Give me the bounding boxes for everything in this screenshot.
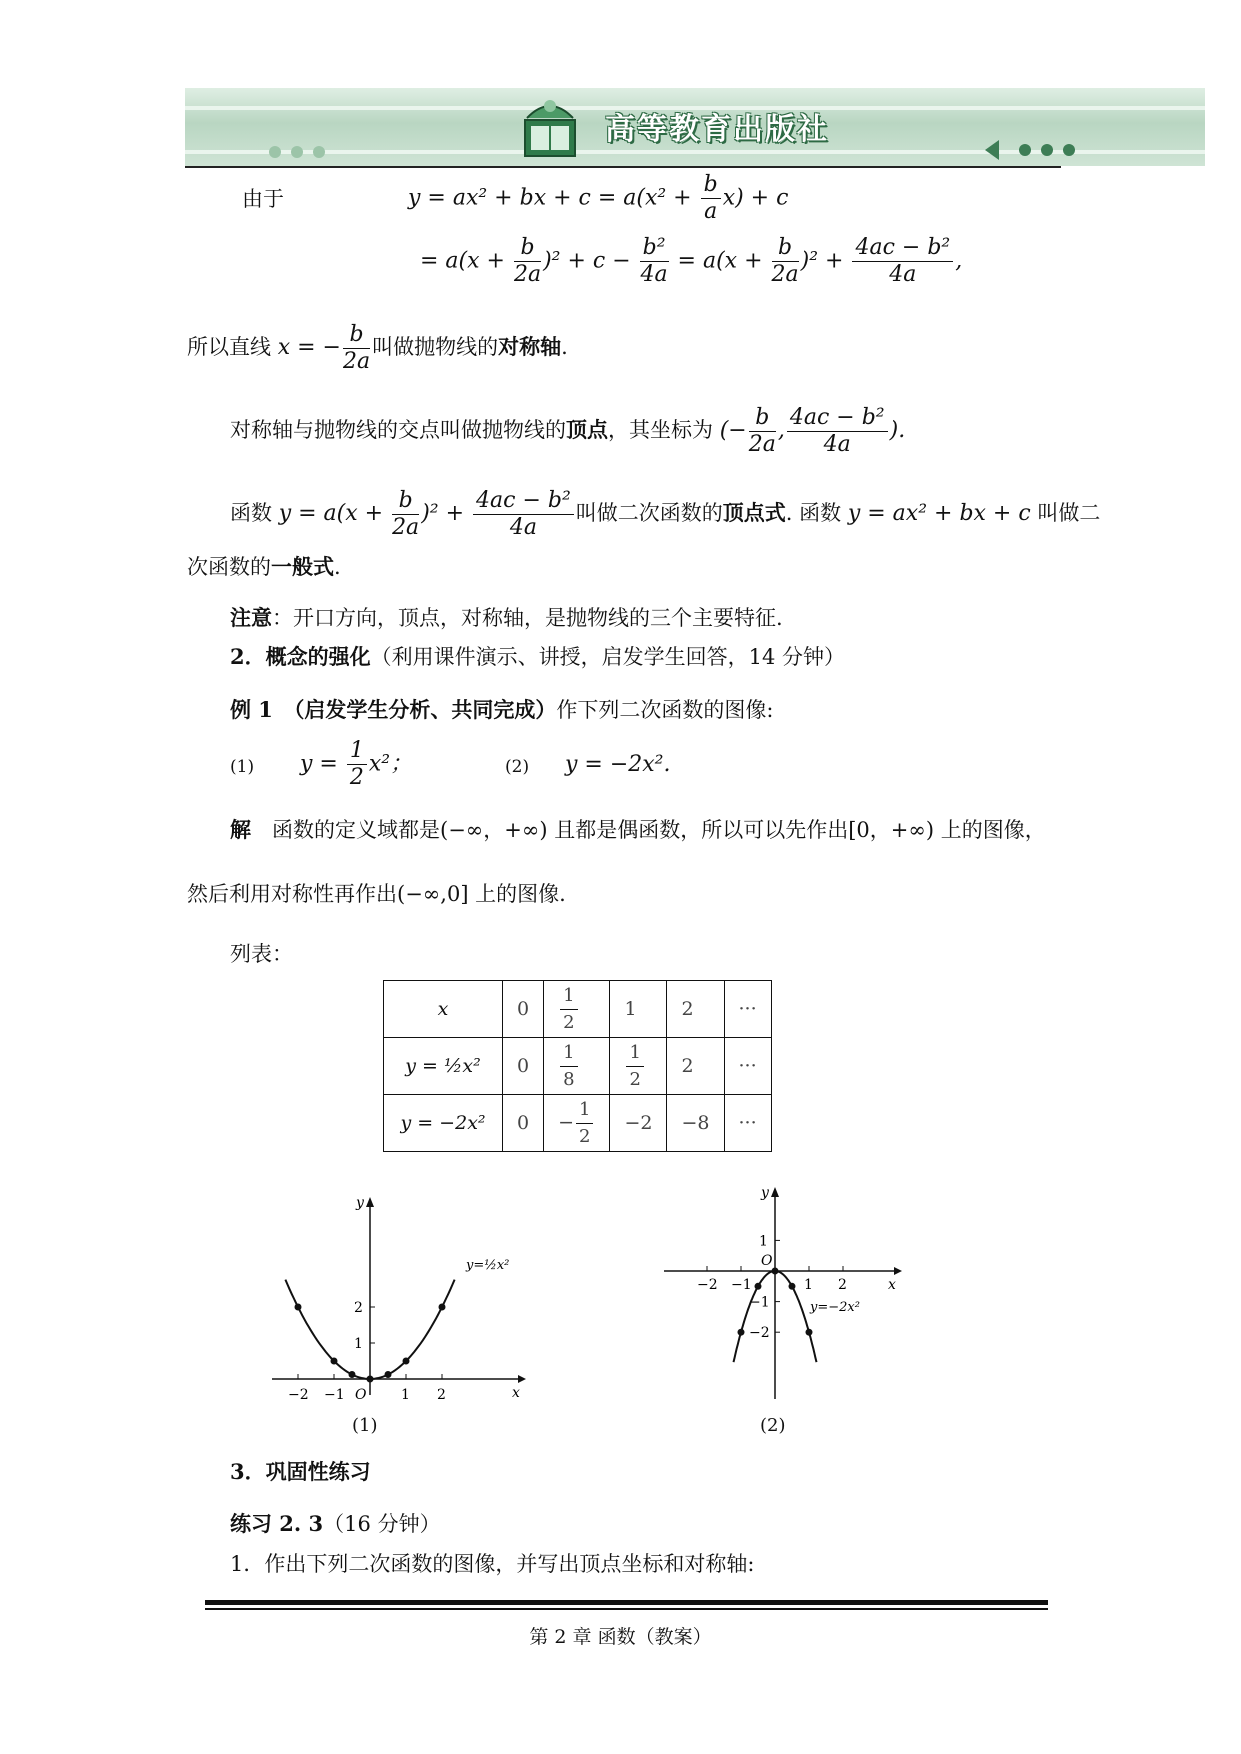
general-form-sentence: 次函数的一般式. <box>187 554 341 579</box>
x-tick-label: O <box>761 1253 773 1269</box>
data-point <box>295 1304 302 1311</box>
data-point <box>349 1371 356 1378</box>
cell: $\frac{1}{8}$ <box>544 1038 610 1095</box>
cell: 0 <box>503 981 544 1038</box>
row-head: y = −2x² <box>384 1095 503 1152</box>
vertex-form-sentence: 函数 y = a(x + $\frac{b}{2a}$ )² + $\frac{\text{4ac − b²}}{4a}$ 叫做二次函数的顶点式. 函数 y = ax² + bx + c 叫做二 <box>230 488 1101 540</box>
x-tick-label: −1 <box>731 1277 752 1293</box>
cell: $\frac{1}{2}$ <box>610 1038 667 1095</box>
curve-2-label: y=−2x² <box>810 1300 860 1315</box>
svg-text:x: x <box>888 1277 896 1293</box>
cell: 2 <box>667 1038 724 1095</box>
x-tick-label: 1 <box>401 1387 410 1403</box>
item-1-equation: y = $\frac{1}{2}$ x²； <box>300 738 413 790</box>
footer-rule-thick <box>205 1600 1048 1605</box>
practice-heading: 练习 2. 3（16 分钟） <box>230 1511 441 1536</box>
page-footer: 第 2 章 函数（教案） <box>529 1626 712 1648</box>
y-tick-label: 1 <box>759 1233 768 1250</box>
data-point <box>772 1268 779 1275</box>
graph-1 <box>260 1195 530 1405</box>
header-banner <box>185 88 1205 166</box>
data-point <box>789 1283 796 1290</box>
table-label: 列表： <box>230 942 293 966</box>
note: 注意：开口方向，顶点，对称轴，是抛物线的三个主要特征. <box>230 605 783 630</box>
cell: −8 <box>667 1095 724 1152</box>
item-2-label: (2) <box>505 757 530 777</box>
y-tick-label: −1 <box>749 1294 770 1311</box>
cell: ··· <box>724 1038 771 1095</box>
row-head: x <box>384 981 503 1038</box>
equation-2: = a(x + $\frac{b}{2a}$ )² + c − $\frac{\text{b²}}{4a}$ = a(x + $\frac{b}{2a}$ )² + $\frac{\text{4ac − b²}}{4a}$ , <box>420 235 963 287</box>
cell: −2 <box>610 1095 667 1152</box>
data-point <box>439 1304 446 1311</box>
cell: ··· <box>724 1095 771 1152</box>
example-1: 例 1 （启发学生分析、共同完成）作下列二次函数的图像: <box>230 697 774 722</box>
cell: $\frac{1}{2}$ <box>544 981 610 1038</box>
cell: 0 <box>503 1095 544 1152</box>
x-tick-label: 2 <box>437 1387 446 1403</box>
data-point <box>755 1283 762 1290</box>
row-head: y = ½x² <box>384 1038 503 1095</box>
banner-dots-icon <box>985 138 1185 162</box>
cell: − $\frac{1}{2}$ <box>544 1095 610 1152</box>
section-2-heading: 2．概念的强化（利用课件演示、讲授，启发学生回答，14 分钟） <box>230 644 846 669</box>
section-3-heading: 3．巩固性练习 <box>230 1459 371 1484</box>
value-table <box>383 980 772 1152</box>
svg-text:x: x <box>512 1385 520 1401</box>
data-point <box>806 1329 813 1336</box>
data-point <box>385 1371 392 1378</box>
svg-text:y: y <box>761 1185 769 1201</box>
publisher-name: 高等教育出版社 <box>605 112 829 147</box>
text-youyu: 由于 <box>242 187 284 211</box>
table-row <box>384 1038 772 1095</box>
y-tick-label: 2 <box>354 1300 363 1316</box>
x-tick-label: 2 <box>838 1277 847 1293</box>
cell: ··· <box>724 981 771 1038</box>
solution-line-2: 然后利用对称性再作出(−∞,0] 上的图像. <box>187 882 566 906</box>
graph-1-caption: (1) <box>352 1415 378 1436</box>
header-rule <box>185 166 1061 168</box>
graph-2-caption: (2) <box>760 1415 786 1436</box>
curve-1-label: y=½x² <box>466 1258 510 1273</box>
y-tick-label: −2 <box>749 1325 770 1342</box>
cell: 1 <box>610 981 667 1038</box>
svg-text:y: y <box>356 1195 364 1211</box>
practice-item-1: 1．作出下列二次函数的图像，并写出顶点坐标和对称轴: <box>230 1552 755 1576</box>
table-row <box>384 981 772 1038</box>
x-tick-label: −1 <box>324 1387 345 1403</box>
footer-rule-thin <box>205 1608 1048 1610</box>
cell: 2 <box>667 981 724 1038</box>
cell: 0 <box>503 1038 544 1095</box>
data-point <box>331 1358 338 1365</box>
axis-sentence: 所以直线 x = − $\frac{b}{2a}$ 叫做抛物线的对称轴. <box>187 322 568 374</box>
banner-dots-left-icon <box>265 142 355 162</box>
graph-2 <box>660 1185 910 1405</box>
data-point <box>367 1376 374 1383</box>
x-tick-label: O <box>355 1387 367 1403</box>
data-point <box>403 1358 410 1365</box>
x-tick-label: −2 <box>288 1387 309 1403</box>
publisher-logo-icon <box>515 92 585 162</box>
x-tick-label: 1 <box>804 1277 813 1293</box>
vertex-sentence: 对称轴与抛物线的交点叫做抛物线的顶点，其坐标为 (− $\frac{b}{2a}$ , $\frac{\text{4ac − b²}}{4a}$ ). <box>230 405 906 457</box>
x-tick-label: −2 <box>697 1277 718 1293</box>
data-point <box>738 1329 745 1336</box>
solution-line-1: 解 函数的定义域都是(−∞，+∞) 且都是偶函数，所以可以先作出[0，+∞) 上的图像， <box>230 817 1046 842</box>
item-2-equation: y = −2x². <box>565 752 671 777</box>
item-1-label: (1) <box>230 757 255 777</box>
y-tick-label: 1 <box>354 1336 363 1352</box>
equation-1: y = ax² + bx + c = a(x² + $\frac{b}{a}$ x) + c <box>408 172 789 224</box>
table-row <box>384 1095 772 1152</box>
